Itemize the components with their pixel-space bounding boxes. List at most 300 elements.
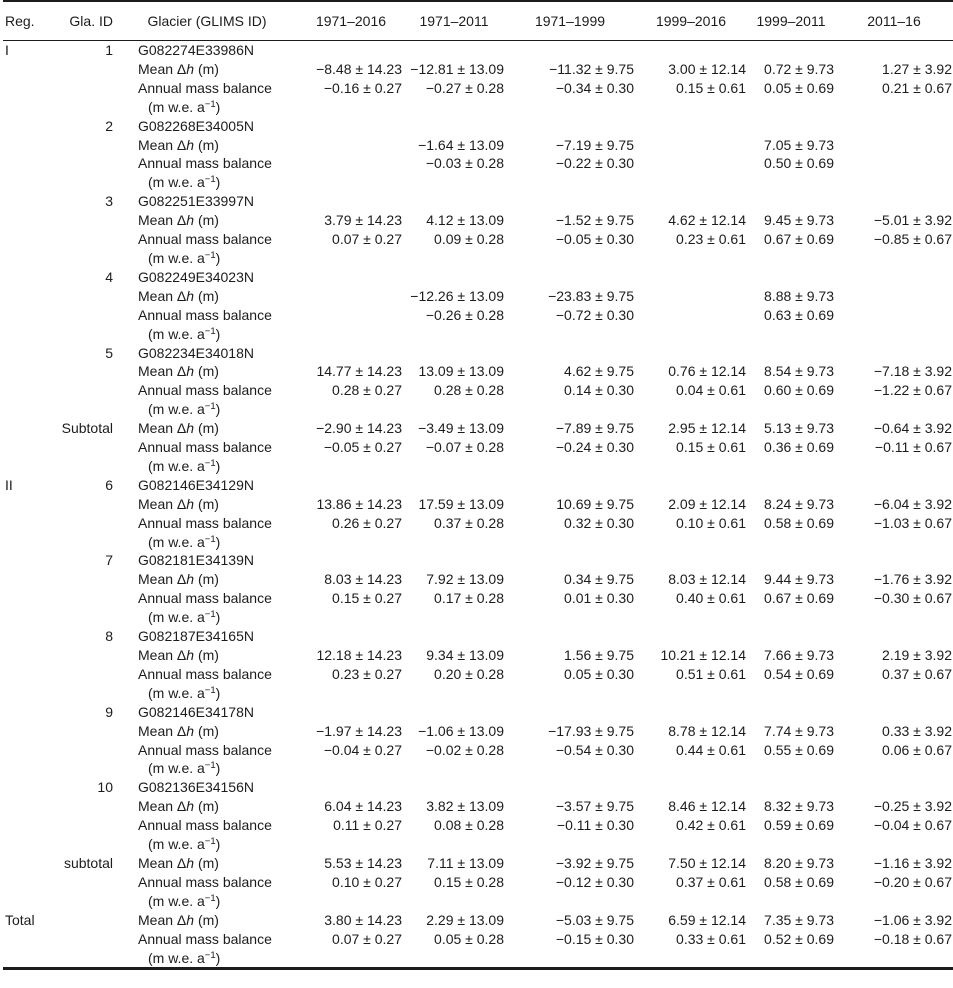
empty-cell	[835, 892, 953, 911]
row-label-annual-units	[115, 835, 299, 854]
value-1971-1999: −0.24 ± 0.30	[555, 439, 634, 456]
row-label-annual: Annual mass balance	[138, 155, 272, 172]
empty-cell	[55, 665, 115, 684]
region-label	[3, 722, 55, 741]
value-1971-2016: 6.04 ± 14.23	[324, 798, 402, 815]
empty-cell	[299, 533, 403, 552]
value-1999-2011: 8.88 ± 9.73	[764, 287, 834, 304]
value-1999-2011: 7.74 ± 9.73	[764, 722, 834, 739]
empty-cell	[505, 249, 635, 268]
row-label-annual: Annual mass balance	[138, 439, 272, 456]
empty-cell	[403, 173, 505, 192]
row-label-annual-units	[115, 400, 299, 419]
empty-cell	[635, 457, 747, 476]
units-prefix: (m w.e. a	[148, 609, 205, 626]
empty-cell	[3, 457, 55, 476]
mean-label-prefix: Mean Δ	[138, 722, 187, 739]
empty-cell	[835, 325, 953, 344]
glacier-row	[3, 551, 953, 570]
empty-cell	[403, 835, 505, 854]
glims-id: G082136E34156N	[138, 779, 254, 796]
value-1999-2011: 0.60 ± 0.69	[764, 382, 834, 399]
empty-cell	[299, 325, 403, 344]
units-suffix: )	[215, 98, 221, 115]
empty-cell	[747, 684, 835, 703]
empty-cell	[299, 835, 403, 854]
empty-cell	[3, 98, 55, 117]
glacier-row	[3, 627, 953, 646]
region-label	[3, 570, 55, 589]
empty-cell	[3, 759, 55, 778]
glacier-row	[3, 778, 953, 797]
empty-cell	[747, 325, 835, 344]
region-label: II	[5, 476, 13, 493]
units-exponent: −1	[204, 533, 216, 545]
value-1971-1999: −0.05 ± 0.30	[555, 231, 634, 248]
empty-cell	[505, 778, 635, 797]
value-1971-2016: 0.28 ± 0.27	[332, 382, 402, 399]
value-1999-2011: 9.44 ± 9.73	[764, 571, 834, 588]
mean-label-suffix: (m)	[194, 212, 219, 229]
mean-row	[3, 419, 953, 438]
empty-cell	[3, 325, 55, 344]
mean-label-prefix: Mean Δ	[138, 647, 187, 663]
value-1971-2016	[299, 287, 403, 306]
value-1971-1999: −11.32 ± 9.75	[549, 60, 634, 77]
units-row	[3, 98, 953, 117]
value-1971-2016: −1.97 ± 14.23	[316, 722, 402, 739]
glacier-mass-balance-table	[3, 0, 953, 970]
column-header-2011-16: 2011–16	[867, 13, 921, 29]
glacier-row	[3, 476, 953, 495]
value-2011-16: −1.16 ± 3.92	[873, 854, 952, 871]
value-1971-1999: 0.14 ± 0.30	[564, 382, 634, 399]
empty-cell	[299, 684, 403, 703]
empty-cell	[835, 98, 953, 117]
value-1999-2011: 0.50 ± 0.69	[764, 155, 834, 172]
mean-label-prefix: Mean Δ	[138, 363, 187, 380]
value-1999-2016: 7.50 ± 12.14	[668, 854, 746, 871]
annual-row	[3, 438, 953, 457]
mean-label-suffix: (m)	[194, 647, 219, 663]
row-label-annual-units	[115, 608, 299, 627]
empty-cell	[403, 759, 505, 778]
empty-cell	[835, 249, 953, 268]
empty-cell	[55, 400, 115, 419]
empty-cell	[835, 117, 953, 136]
region-label	[3, 136, 55, 155]
empty-cell	[403, 457, 505, 476]
table-body	[3, 41, 953, 969]
empty-cell	[635, 325, 747, 344]
row-label-annual: Annual mass balance	[138, 817, 272, 834]
mean-label-variable: h	[186, 420, 195, 437]
empty-cell	[505, 608, 635, 627]
mean-label-variable: h	[186, 911, 195, 928]
empty-cell	[747, 476, 835, 495]
empty-cell	[835, 400, 953, 419]
empty-cell	[505, 192, 635, 211]
value-2011-16: 0.33 ± 3.92	[882, 722, 952, 739]
value-2011-16	[835, 136, 953, 155]
empty-cell	[403, 551, 505, 570]
row-label-annual: Annual mass balance	[138, 382, 272, 399]
value-1971-2016: 0.15 ± 0.27	[332, 590, 402, 607]
empty-cell	[55, 306, 115, 325]
value-1971-1999: −3.57 ± 9.75	[555, 798, 634, 815]
row-label-mean	[115, 570, 299, 589]
empty-cell	[505, 703, 635, 722]
mean-label-suffix: (m)	[194, 287, 219, 304]
annual-row	[3, 665, 953, 684]
mean-label-suffix: (m)	[194, 911, 219, 928]
value-1971-2011: 13.09 ± 13.09	[418, 363, 504, 380]
subtotal-label	[55, 211, 115, 230]
glims-id: G082234E34018N	[138, 344, 254, 361]
value-1999-2011: 0.36 ± 0.69	[764, 439, 834, 456]
glims-id: G082181E34139N	[138, 552, 254, 569]
empty-cell	[835, 533, 953, 552]
mean-row	[3, 722, 953, 741]
empty-cell	[403, 325, 505, 344]
value-1971-1999: −17.93 ± 9.75	[548, 722, 634, 739]
value-1971-2016: 0.07 ± 0.27	[332, 930, 402, 947]
units-row	[3, 759, 953, 778]
value-1999-2011: 0.63 ± 0.69	[764, 306, 834, 323]
region-label	[3, 551, 55, 570]
region-label	[3, 419, 55, 438]
region-label	[3, 703, 55, 722]
value-1999-2016: 0.37 ± 0.61	[676, 873, 746, 890]
value-1971-2011: −12.81 ± 13.09	[410, 60, 504, 77]
empty-cell	[835, 41, 953, 60]
value-1971-2016	[299, 306, 403, 325]
value-1999-2016: 8.78 ± 12.14	[668, 722, 746, 739]
empty-cell	[55, 589, 115, 608]
empty-cell	[299, 249, 403, 268]
empty-cell	[635, 117, 747, 136]
empty-cell	[505, 41, 635, 60]
empty-cell	[403, 627, 505, 646]
subtotal-label	[55, 287, 115, 306]
mean-label-variable: h	[186, 647, 195, 663]
mean-label-prefix: Mean Δ	[138, 495, 187, 512]
row-label-annual: Annual mass balance	[138, 231, 272, 248]
value-1971-1999: 0.32 ± 0.30	[564, 514, 634, 531]
subtotal-label	[55, 136, 115, 155]
value-1971-2011: 0.09 ± 0.28	[434, 231, 504, 248]
row-label-annual-units	[115, 98, 299, 117]
value-2011-16	[835, 306, 953, 325]
annual-row	[3, 589, 953, 608]
empty-cell	[299, 949, 403, 969]
mean-label-prefix: Mean Δ	[138, 136, 187, 153]
empty-cell	[55, 381, 115, 400]
mean-row	[3, 60, 953, 79]
value-2011-16: −6.04 ± 3.92	[873, 495, 952, 512]
units-suffix: )	[215, 401, 221, 418]
column-header-1999-2011: 1999–2011	[756, 13, 826, 29]
empty-cell	[55, 533, 115, 552]
mean-row	[3, 797, 953, 816]
empty-cell	[835, 344, 953, 363]
empty-cell	[55, 892, 115, 911]
units-exponent: −1	[204, 684, 216, 696]
glacier-row	[3, 703, 953, 722]
value-1971-2011: 9.34 ± 13.09	[426, 647, 504, 663]
mean-label-variable: h	[186, 363, 195, 380]
units-suffix: )	[215, 457, 221, 474]
empty-cell	[635, 173, 747, 192]
row-label-annual: Annual mass balance	[138, 306, 272, 323]
empty-cell	[835, 457, 953, 476]
empty-cell	[505, 835, 635, 854]
mean-label-variable: h	[186, 854, 195, 871]
units-row	[3, 684, 953, 703]
value-1971-2011: 0.28 ± 0.28	[434, 382, 504, 399]
empty-cell	[299, 703, 403, 722]
empty-cell	[635, 192, 747, 211]
value-2011-16: −0.04 ± 0.67	[873, 817, 952, 834]
value-1999-2016	[635, 287, 747, 306]
row-label-mean	[115, 495, 299, 514]
units-suffix: )	[215, 609, 221, 626]
units-prefix: (m w.e. a	[148, 760, 205, 777]
value-1971-1999: 1.56 ± 9.75	[564, 647, 634, 663]
value-1971-1999: −0.11 ± 0.30	[556, 817, 634, 834]
value-1971-2016: 12.18 ± 14.23	[316, 647, 402, 663]
glacier-row	[3, 41, 953, 60]
glacier-id: 7	[105, 552, 113, 569]
value-2011-16: −0.64 ± 3.92	[873, 420, 952, 437]
column-header-1971-2011: 1971–2011	[419, 13, 489, 29]
empty-cell	[403, 344, 505, 363]
region-label	[3, 211, 55, 230]
annual-row	[3, 514, 953, 533]
empty-cell	[299, 608, 403, 627]
empty-cell	[3, 665, 55, 684]
value-1971-2011: 0.08 ± 0.28	[434, 817, 504, 834]
empty-cell	[747, 344, 835, 363]
value-1971-1999: −0.34 ± 0.30	[555, 79, 634, 96]
row-label-annual: Annual mass balance	[138, 514, 272, 531]
row-label-mean	[115, 911, 299, 930]
region-label	[3, 627, 55, 646]
empty-cell	[635, 344, 747, 363]
empty-cell	[3, 438, 55, 457]
value-1999-2011: 0.05 ± 0.69	[764, 79, 834, 96]
mean-label-variable: h	[186, 798, 195, 815]
empty-cell	[747, 551, 835, 570]
value-2011-16: −1.76 ± 3.92	[873, 571, 952, 588]
empty-cell	[747, 249, 835, 268]
empty-cell	[505, 627, 635, 646]
empty-cell	[505, 344, 635, 363]
units-row	[3, 949, 953, 969]
value-1971-2016: −2.90 ± 14.23	[316, 420, 402, 437]
units-exponent: −1	[204, 836, 216, 848]
value-1999-2011: 8.20 ± 9.73	[764, 854, 834, 871]
value-1971-2011: 0.20 ± 0.28	[434, 665, 504, 682]
value-1971-2016	[299, 154, 403, 173]
empty-cell	[3, 154, 55, 173]
value-1999-2016	[635, 136, 747, 155]
units-exponent: −1	[204, 760, 216, 772]
empty-cell	[635, 98, 747, 117]
empty-cell	[299, 627, 403, 646]
value-1971-2016: 3.80 ± 14.23	[324, 911, 402, 928]
empty-cell	[835, 608, 953, 627]
empty-cell	[505, 759, 635, 778]
value-1971-2011: −1.06 ± 13.09	[418, 722, 504, 739]
empty-cell	[55, 514, 115, 533]
empty-cell	[55, 873, 115, 892]
value-1971-2016: 0.23 ± 0.27	[332, 665, 402, 682]
region-label: Total	[5, 911, 35, 928]
units-row	[3, 892, 953, 911]
glims-id: G082146E34129N	[138, 476, 254, 493]
empty-cell	[403, 476, 505, 495]
empty-cell	[3, 930, 55, 949]
region-label	[3, 60, 55, 79]
region-label	[3, 344, 55, 363]
mean-label-prefix: Mean Δ	[138, 420, 187, 437]
empty-cell	[505, 892, 635, 911]
value-1971-2011: −1.64 ± 13.09	[418, 136, 504, 153]
empty-cell	[3, 873, 55, 892]
units-suffix: )	[215, 174, 221, 191]
empty-cell	[299, 192, 403, 211]
empty-cell	[55, 930, 115, 949]
row-label-annual-units	[115, 325, 299, 344]
units-exponent: −1	[204, 949, 216, 961]
empty-cell	[835, 684, 953, 703]
row-label-mean	[115, 797, 299, 816]
empty-cell	[835, 627, 953, 646]
value-1971-2016: −0.05 ± 0.27	[323, 439, 402, 456]
empty-cell	[55, 608, 115, 627]
row-label-mean	[115, 419, 299, 438]
empty-cell	[3, 79, 55, 98]
value-1999-2011: 7.66 ± 9.73	[764, 647, 834, 663]
units-exponent: −1	[204, 174, 216, 186]
units-exponent: −1	[204, 325, 216, 337]
value-2011-16: −0.25 ± 3.92	[873, 798, 952, 815]
units-row	[3, 608, 953, 627]
units-prefix: (m w.e. a	[148, 249, 205, 266]
empty-cell	[55, 325, 115, 344]
value-1999-2016: 0.33 ± 0.61	[676, 930, 746, 947]
empty-cell	[55, 154, 115, 173]
empty-cell	[55, 759, 115, 778]
value-1971-2011: 0.17 ± 0.28	[434, 590, 504, 607]
value-1971-2011: 7.11 ± 13.09	[427, 854, 504, 871]
empty-cell	[835, 759, 953, 778]
value-1971-2016: −0.16 ± 0.27	[323, 79, 402, 96]
value-2011-16: −0.20 ± 0.67	[873, 873, 952, 890]
empty-cell	[299, 41, 403, 60]
column-header-1971-1999: 1971–1999	[534, 13, 606, 29]
value-1999-2016: 0.42 ± 0.61	[676, 817, 746, 834]
empty-cell	[55, 835, 115, 854]
empty-cell	[747, 778, 835, 797]
empty-cell	[3, 230, 55, 249]
value-1971-2011: −0.03 ± 0.28	[425, 155, 504, 172]
mean-row	[3, 495, 953, 514]
empty-cell	[403, 268, 505, 287]
glacier-row	[3, 117, 953, 136]
empty-cell	[835, 192, 953, 211]
value-1971-2011: −12.26 ± 13.09	[410, 287, 504, 304]
value-1999-2016: 0.40 ± 0.61	[676, 590, 746, 607]
units-prefix: (m w.e. a	[148, 892, 205, 909]
mean-row	[3, 136, 953, 155]
empty-cell	[55, 741, 115, 760]
units-row	[3, 835, 953, 854]
row-label-mean	[115, 646, 299, 665]
units-suffix: )	[215, 533, 221, 550]
mean-label-variable: h	[186, 212, 195, 229]
value-1999-2011: 9.45 ± 9.73	[764, 212, 834, 229]
empty-cell	[3, 381, 55, 400]
value-1971-2016: 13.86 ± 14.23	[316, 495, 402, 512]
region-label	[3, 646, 55, 665]
mean-row	[3, 287, 953, 306]
value-1999-2016: 0.15 ± 0.61	[676, 79, 746, 96]
units-prefix: (m w.e. a	[148, 174, 205, 191]
empty-cell	[747, 268, 835, 287]
value-2011-16: 2.19 ± 3.92	[882, 647, 952, 663]
value-1971-1999: −0.12 ± 0.30	[555, 873, 634, 890]
empty-cell	[3, 949, 55, 969]
value-1971-1999: −7.89 ± 9.75	[555, 420, 634, 437]
glacier-id: 3	[105, 193, 113, 210]
value-2011-16: 0.37 ± 0.67	[882, 665, 952, 682]
annual-row	[3, 154, 953, 173]
value-1999-2016: 0.51 ± 0.61	[676, 665, 746, 682]
row-label-mean	[115, 362, 299, 381]
value-1971-1999: 10.69 ± 9.75	[556, 495, 634, 512]
value-2011-16: 1.27 ± 3.92	[882, 60, 952, 77]
mean-label-prefix: Mean Δ	[138, 798, 187, 815]
empty-cell	[403, 892, 505, 911]
empty-cell	[403, 98, 505, 117]
value-1971-2011: 3.82 ± 13.09	[426, 798, 504, 815]
mean-row	[3, 570, 953, 589]
value-1971-1999: 0.34 ± 9.75	[564, 571, 634, 588]
value-1971-1999: −5.03 ± 9.75	[555, 911, 634, 928]
annual-row	[3, 381, 953, 400]
region-label	[3, 268, 55, 287]
mean-label-variable: h	[186, 60, 195, 77]
row-label-annual: Annual mass balance	[138, 79, 272, 96]
value-1999-2011: 0.58 ± 0.69	[764, 514, 834, 531]
row-label-annual-units	[115, 684, 299, 703]
value-1971-2011: −0.07 ± 0.28	[425, 439, 504, 456]
empty-cell	[403, 249, 505, 268]
value-1971-2016: 5.53 ± 14.23	[324, 854, 402, 871]
units-suffix: )	[215, 684, 221, 701]
empty-cell	[505, 533, 635, 552]
row-label-annual: Annual mass balance	[138, 741, 272, 758]
empty-cell	[505, 400, 635, 419]
empty-cell	[635, 400, 747, 419]
empty-cell	[3, 249, 55, 268]
value-1971-1999: 0.05 ± 0.30	[564, 665, 634, 682]
row-label-annual-units	[115, 249, 299, 268]
annual-row	[3, 741, 953, 760]
mean-row	[3, 854, 953, 873]
